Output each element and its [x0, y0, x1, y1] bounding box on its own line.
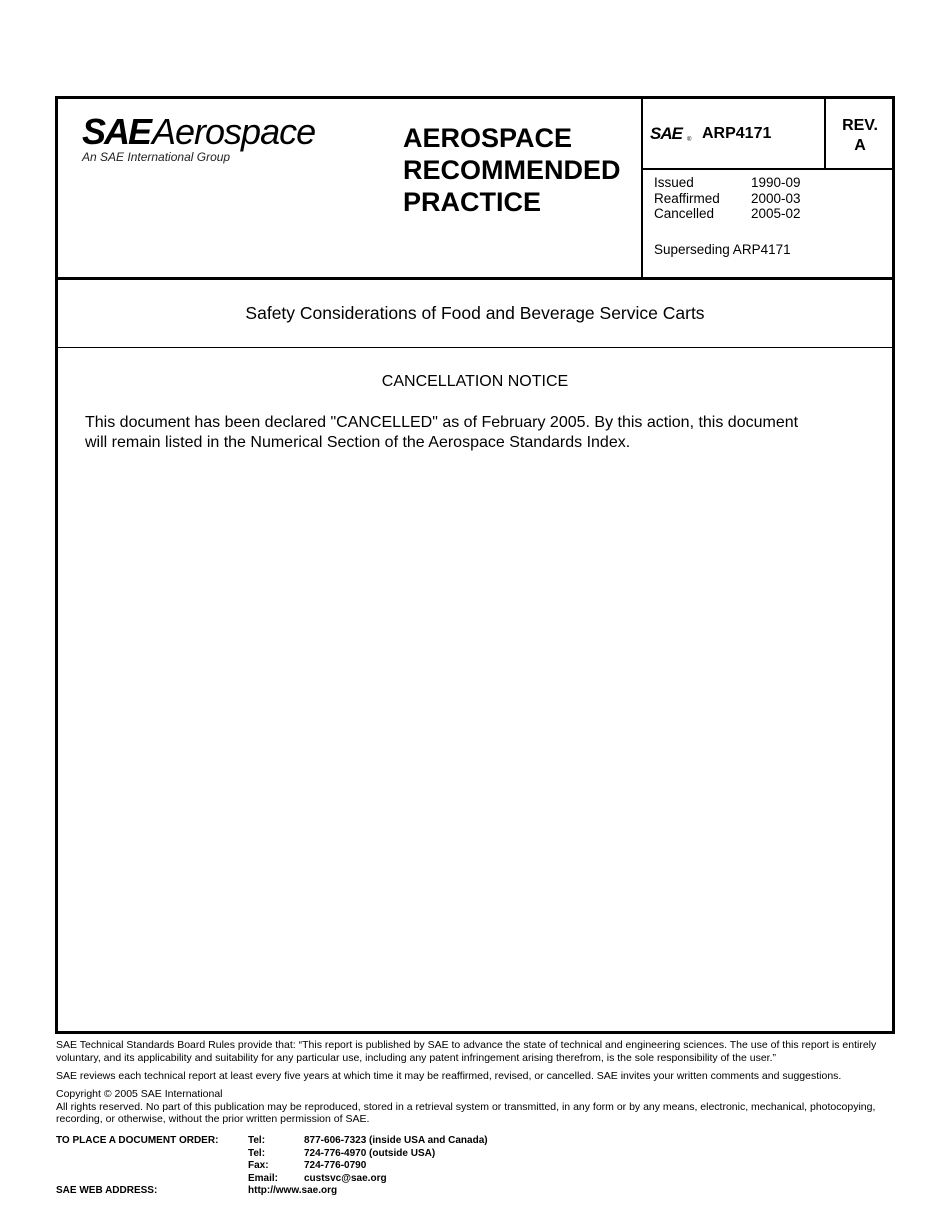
date-row — [654, 191, 801, 207]
document-title: Safety Considerations of Food and Beverage Service Carts — [245, 303, 705, 323]
contact-label: Tel: — [248, 1135, 266, 1146]
document-type-line: PRACTICE — [403, 187, 542, 217]
board-rules-line: voluntary, and its applicability and suitability for any particular use, including any patent infringement arising therefrom, is the sole responsibility of the user.” — [56, 1051, 777, 1064]
registered-mark: ® — [687, 137, 692, 143]
superseding-note: Superseding ARP4171 — [654, 242, 791, 257]
contact-label: Email: — [248, 1172, 279, 1184]
date-value: 2005-02 — [751, 206, 801, 221]
header-divider — [55, 277, 895, 280]
web-address-link[interactable]: http://www.sae.org — [248, 1185, 338, 1196]
email-link[interactable]: custsvc@sae.org — [304, 1172, 387, 1184]
date-label: Issued — [654, 175, 694, 190]
document-number: ARP4171 — [702, 125, 772, 142]
document-frame — [55, 96, 895, 1034]
rights-line: All rights reserved. No part of this publication may be reproduced, stored in a retrieval system or transmitted, in any form or by any means, electronic, mechanical, photocopying, — [56, 1100, 876, 1113]
date-label: Cancelled — [654, 206, 715, 221]
contact-labels — [248, 1135, 278, 1185]
date-row — [654, 175, 801, 191]
review-note: SAE reviews each technical report at least every five years at which time it may be reaffirmed, revised, or cancelled. SAE invites your written comments and suggestions. — [56, 1070, 842, 1082]
revision-label: REV. — [842, 117, 878, 134]
contact-values — [304, 1135, 488, 1185]
contact-label: Tel: — [248, 1147, 266, 1159]
board-rules-note — [56, 1039, 896, 1064]
date-row — [654, 206, 801, 222]
document-type-line: RECOMMENDED — [403, 155, 621, 185]
rev-row-divider — [641, 168, 895, 170]
cancellation-line: will remain listed in the Numerical Section of the Aerospace Standards Index. — [85, 434, 631, 451]
document-type-line: AEROSPACE — [403, 123, 573, 153]
revision-value: A — [854, 137, 866, 154]
copyright-note — [56, 1088, 896, 1126]
title-divider — [58, 347, 892, 348]
cancellation-body — [85, 413, 875, 453]
header-column-divider — [641, 96, 643, 279]
date-label: Reaffirmed — [654, 190, 720, 206]
contact-value: 877-606-7323 (inside USA and Canada) — [304, 1135, 488, 1146]
board-rules-line: SAE Technical Standards Board Rules provide that: “This report is published by SAE to advance the state of technical and engineering sciences. The use of this report is entirely — [56, 1039, 877, 1051]
sae-logo: SAE — [82, 111, 151, 152]
logo-subtitle: An SAE International Group — [82, 150, 231, 164]
date-list — [654, 175, 801, 222]
contact-value: 724-776-0790 — [304, 1160, 367, 1171]
contact-value: 724-776-4970 (outside USA) — [304, 1147, 436, 1159]
order-label: TO PLACE A DOCUMENT ORDER: — [56, 1135, 219, 1146]
web-label: SAE WEB ADDRESS: — [56, 1185, 158, 1196]
date-value: 1990-09 — [751, 175, 801, 190]
cancellation-heading: CANCELLATION NOTICE — [381, 373, 569, 390]
sae-mini-logo: SAE — [650, 124, 682, 143]
date-value: 2000-03 — [751, 190, 801, 206]
document-type — [403, 122, 621, 218]
contact-label: Fax: — [248, 1160, 269, 1171]
cancellation-line: This document has been declared "CANCELLED" as of February 2005. By this action, this document — [85, 414, 799, 431]
rights-line: recording, or otherwise, without the prior written permission of SAE. — [56, 1113, 370, 1125]
revision-box — [826, 116, 894, 156]
aerospace-logo-text: Aerospace — [152, 111, 316, 152]
copyright-line: Copyright © 2005 SAE International — [56, 1088, 223, 1100]
